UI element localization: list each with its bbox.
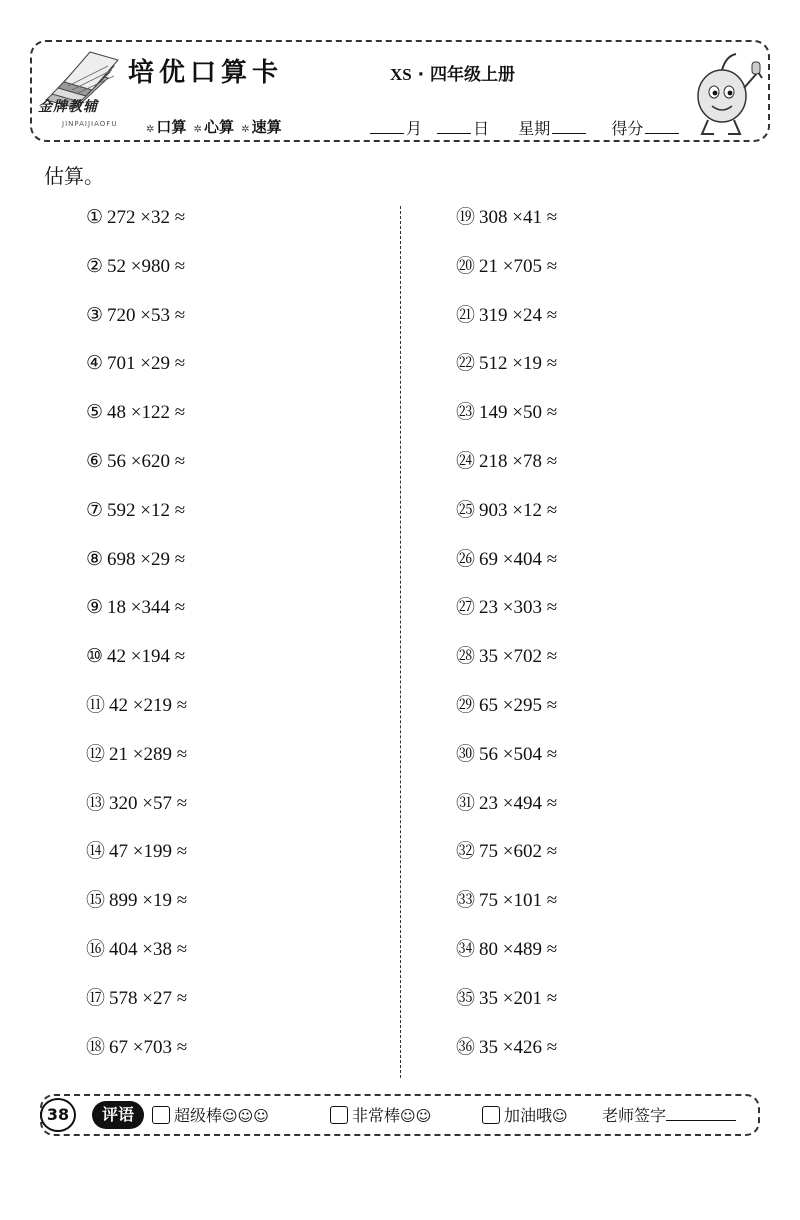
header-card xyxy=(30,40,770,142)
problem-expression: 42 ×194 ≈ xyxy=(107,646,186,668)
problem-row xyxy=(86,985,187,1034)
brand-name: 金牌教辅 xyxy=(38,99,98,115)
problem-row xyxy=(86,302,187,351)
problem-row xyxy=(456,497,557,546)
problem-row xyxy=(86,1034,187,1083)
problem-expression: 320 ×57 ≈ xyxy=(109,792,188,814)
day-blank[interactable] xyxy=(437,119,471,134)
evaluation-footer xyxy=(40,1094,760,1136)
problem-expression: 592 ×12 ≈ xyxy=(107,499,186,521)
problem-row xyxy=(86,497,187,546)
problem-number: ㉓ xyxy=(456,402,476,424)
problem-expression: 698 ×29 ≈ xyxy=(107,548,186,570)
problem-row xyxy=(456,643,557,692)
month-label: 月 xyxy=(406,119,423,138)
instruction: 估算。 xyxy=(44,164,104,188)
problem-number: ㉞ xyxy=(456,938,476,960)
problem-expression: 35 ×201 ≈ xyxy=(479,987,558,1009)
star-icon: ✲ xyxy=(241,124,250,135)
month-blank[interactable] xyxy=(370,119,404,134)
problem-row xyxy=(456,887,557,936)
option-super xyxy=(152,1103,269,1126)
problem-expression: 218 ×78 ≈ xyxy=(479,450,558,472)
problem-row xyxy=(86,692,187,741)
problem-expression: 149 ×50 ≈ xyxy=(479,402,558,424)
problem-expression: 48 ×122 ≈ xyxy=(107,402,186,424)
tag-oral: 口算 xyxy=(156,118,187,136)
problem-expression: 35 ×702 ≈ xyxy=(479,646,558,668)
problem-number: ㉜ xyxy=(456,841,476,863)
problem-row xyxy=(86,887,187,936)
problem-number: ⑤ xyxy=(86,402,104,424)
star-icon: ✲ xyxy=(193,124,203,135)
problem-expression: 899 ×19 ≈ xyxy=(109,890,188,912)
problem-row xyxy=(86,643,187,692)
mascot-character-icon xyxy=(682,48,768,140)
problem-number: ① xyxy=(86,207,104,228)
tag-mental: 心算 xyxy=(204,118,235,136)
problem-number: ㉛ xyxy=(456,792,476,814)
problem-number: ㉔ xyxy=(456,450,476,472)
teacher-sign-label: 老师签字 xyxy=(602,1106,667,1125)
problem-row xyxy=(456,1034,557,1083)
problem-row xyxy=(456,594,557,643)
problem-row xyxy=(456,448,557,497)
smiley-icon: ☺☺☺ xyxy=(222,1107,269,1125)
card-tags xyxy=(144,116,282,137)
problem-expression: 65 ×295 ≈ xyxy=(479,694,558,716)
problem-row xyxy=(86,204,187,253)
option-label: 超级棒 xyxy=(174,1106,223,1125)
problem-row xyxy=(456,741,557,790)
problem-expression: 80 ×489 ≈ xyxy=(479,938,558,960)
option-super-checkbox[interactable] xyxy=(152,1106,170,1124)
problem-number: ⑯ xyxy=(86,938,106,960)
problem-number: ㉚ xyxy=(456,743,476,765)
problem-number: ⑨ xyxy=(86,597,104,619)
problem-row xyxy=(456,936,557,985)
page-number: 38 xyxy=(40,1098,76,1132)
problem-number: ⑫ xyxy=(86,743,106,765)
star-icon: ✲ xyxy=(146,124,155,135)
problems-left-column xyxy=(86,204,187,1082)
problem-row xyxy=(86,790,187,839)
problem-number: ㉑ xyxy=(456,304,476,326)
problem-number: ⑬ xyxy=(86,792,106,814)
problem-row xyxy=(456,253,557,302)
problem-number: ⑰ xyxy=(86,987,106,1009)
problem-number: ⑩ xyxy=(86,646,104,668)
problem-expression: 67 ×703 ≈ xyxy=(109,1036,188,1058)
problem-number: ㉒ xyxy=(456,353,476,375)
problem-row xyxy=(86,350,187,399)
weekday-blank[interactable] xyxy=(552,119,586,134)
problem-number: ㉝ xyxy=(456,890,476,912)
problem-expression: 512 ×19 ≈ xyxy=(479,353,558,375)
teacher-signature xyxy=(602,1103,736,1126)
card-title: 培优口算卡 xyxy=(128,58,284,88)
date-score-bar xyxy=(370,116,679,139)
problem-number: ⑭ xyxy=(86,841,106,863)
score-label: 得分 xyxy=(611,119,644,138)
problem-number: ③ xyxy=(86,304,104,326)
problem-number: ㉕ xyxy=(456,499,476,521)
problem-expression: 42 ×219 ≈ xyxy=(109,694,188,716)
grade-label xyxy=(390,60,515,85)
problem-number: ⑲ xyxy=(456,207,476,228)
problem-row xyxy=(456,546,557,595)
brand-pinyin: JINPAIJIAOFU xyxy=(62,120,118,128)
day-label: 日 xyxy=(473,119,490,138)
problem-row xyxy=(456,399,557,448)
problem-expression: 272 ×32 ≈ xyxy=(107,207,186,228)
comment-badge: 评语 xyxy=(92,1101,144,1129)
option-keep-going xyxy=(482,1103,568,1126)
score-blank[interactable] xyxy=(645,119,679,134)
problem-expression: 47 ×199 ≈ xyxy=(109,841,188,863)
smiley-icon: ☺ xyxy=(552,1107,568,1125)
problem-number: ㉟ xyxy=(456,987,476,1009)
problem-expression: 52 ×980 ≈ xyxy=(107,255,186,277)
problem-number: ㉗ xyxy=(456,597,476,619)
problem-number: ㉖ xyxy=(456,548,476,570)
problem-row xyxy=(456,204,557,253)
option-keep-going-checkbox[interactable] xyxy=(482,1106,500,1124)
problems-right-column xyxy=(456,204,557,1082)
problem-number: ⑳ xyxy=(456,255,476,277)
problem-expression: 319 ×24 ≈ xyxy=(479,304,558,326)
problem-number: ⑧ xyxy=(86,548,104,570)
problem-expression: 69 ×404 ≈ xyxy=(479,548,558,570)
problem-row xyxy=(86,741,187,790)
option-very-good-checkbox[interactable] xyxy=(330,1106,348,1124)
problem-row xyxy=(456,692,557,741)
problem-expression: 701 ×29 ≈ xyxy=(107,353,186,375)
problem-expression: 23 ×494 ≈ xyxy=(479,792,558,814)
problem-number: ㉘ xyxy=(456,646,476,668)
problem-row xyxy=(456,985,557,1034)
problem-row xyxy=(456,302,557,351)
problem-row xyxy=(86,594,187,643)
problem-expression: 21 ×705 ≈ xyxy=(479,255,558,277)
problem-number: ㉙ xyxy=(456,694,476,716)
problem-row xyxy=(86,546,187,595)
problem-expression: 75 ×602 ≈ xyxy=(479,841,558,863)
problem-number: ② xyxy=(86,255,104,277)
problem-expression: 308 ×41 ≈ xyxy=(479,207,558,228)
teacher-sign-line[interactable] xyxy=(666,1106,736,1121)
problem-expression: 18 ×344 ≈ xyxy=(107,597,186,619)
series-code: XS xyxy=(390,65,412,84)
grade-text: · 四年级上册 xyxy=(417,65,516,85)
problem-expression: 578 ×27 ≈ xyxy=(109,987,188,1009)
problem-number: ⑦ xyxy=(86,499,104,521)
option-very-good xyxy=(330,1103,431,1126)
problem-number: ④ xyxy=(86,353,104,375)
problem-row xyxy=(86,399,187,448)
problem-row xyxy=(86,838,187,887)
problem-expression: 404 ×38 ≈ xyxy=(109,938,188,960)
problem-number: ⑥ xyxy=(86,450,104,472)
tag-speed: 速算 xyxy=(251,118,282,136)
problem-expression: 75 ×101 ≈ xyxy=(479,890,558,912)
problem-number: ⑱ xyxy=(86,1036,106,1058)
problem-expression: 56 ×504 ≈ xyxy=(479,743,558,765)
problem-row xyxy=(86,448,187,497)
problem-expression: 35 ×426 ≈ xyxy=(479,1036,558,1058)
problem-row xyxy=(456,838,557,887)
problem-expression: 903 ×12 ≈ xyxy=(479,499,558,521)
problem-row xyxy=(86,253,187,302)
option-label: 加油哦 xyxy=(504,1106,553,1125)
problem-expression: 720 ×53 ≈ xyxy=(107,304,186,326)
problem-number: ⑪ xyxy=(86,694,106,716)
problem-number: ⑮ xyxy=(86,890,106,912)
weekday-label: 星期 xyxy=(518,119,551,138)
option-label: 非常棒 xyxy=(352,1106,401,1125)
problem-row xyxy=(86,936,187,985)
problem-row xyxy=(456,350,557,399)
problem-row xyxy=(456,790,557,839)
problem-expression: 56 ×620 ≈ xyxy=(107,450,186,472)
smiley-icon: ☺☺ xyxy=(400,1107,432,1125)
problem-number: ㊱ xyxy=(456,1036,476,1058)
problem-expression: 21 ×289 ≈ xyxy=(109,743,188,765)
column-divider xyxy=(400,206,401,1078)
problem-expression: 23 ×303 ≈ xyxy=(479,597,558,619)
